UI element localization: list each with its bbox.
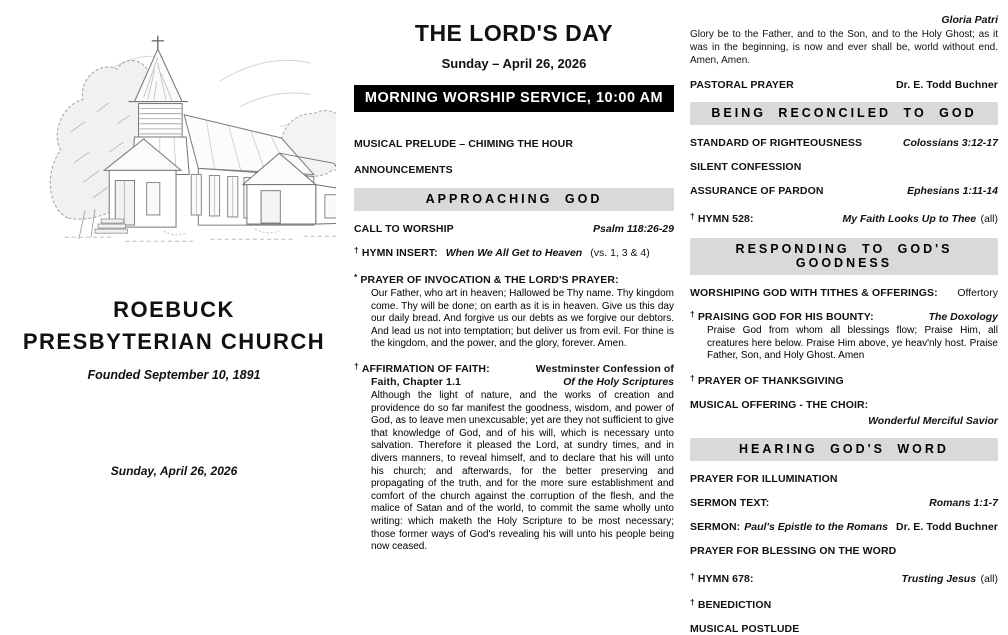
hymn-528-title-wrap [842, 209, 998, 227]
page-subtitle: Sunday – April 26, 2026 [441, 56, 587, 71]
stand-marker: † [690, 211, 695, 221]
right-column [680, 0, 1008, 635]
silent-confession-label: SILENT CONFESSION [690, 161, 802, 173]
sermon-text-ref: Romans 1:1-7 [929, 496, 998, 509]
pastoral-prayer-row [690, 79, 998, 91]
section-heading-approaching-god: APPROACHING GOD [354, 188, 674, 211]
sermon-title: Paul's Epistle to the Romans [744, 520, 888, 533]
affirmation-row2 [354, 376, 674, 388]
stand-marker: † [690, 596, 695, 607]
standard-ref: Colossians 3:12-17 [902, 137, 998, 149]
musical-prelude: MUSICAL PRELUDE – CHIMING THE HOUR [354, 138, 574, 150]
gloria-patri-text: Glory be to the Father, and to the Son, and to the Holy Ghost; as it was in the beginning, is now and ever shall be, world without end. Amen, Amen. [690, 29, 998, 66]
invocation-label: * PRAYER OF INVOCATION & THE LORD'S PRAYER: [354, 272, 619, 286]
announcements: ANNOUNCEMENTS [354, 164, 453, 176]
hymn-678-title-wrap [902, 569, 998, 587]
hymn-678-row [690, 569, 998, 587]
church-name-line2: PRESBYTERIAN CHURCH [22, 328, 326, 354]
call-to-worship-row [354, 223, 674, 235]
call-to-worship-label: CALL TO WORSHIP [354, 223, 454, 235]
service-banner: MORNING WORSHIP SERVICE, 10:00 AM [354, 85, 674, 112]
thanksgiving-label: † PRAYER OF THANKSGIVING [690, 372, 844, 387]
hymn-528-note: (all) [980, 213, 998, 225]
tithes-row [690, 287, 998, 299]
affirmation-source-line2-left: Faith, Chapter 1.1 [371, 375, 461, 388]
stand-marker: † [354, 360, 359, 371]
tithes-label: WORSHIPING GOD WITH TITHES & OFFERINGS: [690, 287, 938, 299]
postlude-label: MUSICAL POSTLUDE [690, 622, 800, 635]
stand-marker: † [690, 372, 695, 383]
assurance-ref: Ephesians 1:11-14 [907, 185, 998, 197]
church-sketch-drawing [12, 10, 336, 266]
hymn-insert-row [354, 247, 674, 259]
hymn-insert-title: When We All Get to Heaven [445, 247, 583, 259]
center-column [348, 0, 680, 612]
stand-marker: † [690, 309, 695, 319]
hymn-528-row [690, 209, 998, 227]
stand-marker: * [354, 272, 358, 282]
illumination-label: PRAYER FOR ILLUMINATION [690, 472, 838, 485]
cover-date: Sunday, April 26, 2026 [110, 463, 238, 478]
praising-row [690, 311, 998, 323]
pastoral-prayer-name: Dr. E. Todd Buchner [895, 79, 998, 91]
assurance-row [690, 185, 998, 197]
affirmation-source-line1: Westminster Confession of [535, 362, 674, 375]
hymn-678-note: (all) [980, 572, 998, 585]
section-heading-hearing: HEARING GOD'S WORD [690, 438, 998, 461]
standard-label: STANDARD OF RIGHTEOUSNESS [690, 137, 863, 149]
praising-label: † PRAISING GOD FOR HIS BOUNTY: [690, 309, 874, 323]
invocation-block [354, 274, 674, 351]
blessing-label: PRAYER FOR BLESSING ON THE WORD [690, 544, 897, 557]
doxology-text: Praise God from whom all blessings flow; Praise Him, all creatures here below. Praise Him above, ye heav'nly host. Praise Father, Son, and Holy Ghost. Amen [707, 325, 998, 362]
page-title: THE LORD'S DAY [414, 20, 614, 46]
call-to-worship-ref: Psalm 118:26-29 [593, 223, 674, 235]
praising-right: The Doxology [928, 311, 998, 323]
church-sketch [12, 10, 336, 266]
hymn-insert-verses: (vs. 1, 3 & 4) [590, 247, 650, 259]
tithes-right: Offertory [957, 287, 998, 299]
left-column [0, 0, 348, 612]
hymn-528-title: My Faith Looks Up to Thee [842, 213, 977, 225]
musical-offering-label: MUSICAL OFFERING - THE CHOIR: [690, 398, 869, 411]
affirmation-row1 [354, 360, 674, 375]
sermon-text-row [690, 497, 998, 509]
gloria-patri-title: Gloria Patri [941, 14, 998, 26]
benediction-label: † BENEDICTION [690, 596, 772, 611]
sermon-text-label: SERMON TEXT: [690, 496, 770, 509]
affirmation-text: Although the light of nature, and the works of creation and providence do so far manifest the goodness, wisdom, and power of God, as to leave men unexcusable; yet are they not sufficient to give that knowledge of God, and of his will, which is necessary unto salvation. Therefore it pleased the Lord, at sundry times, and in divers manners, to reveal himself, and to declare that his will unto his church; and afterwards, for the better preserving and propagating of the truth, and for the more sure establishment and comfort of the church against the corruption of the flesh, and the malice of Satan and of the world, to commit the same wholly unto writing: which maketh the Holy Scripture to be most necessary; those former ways of God's revealing his will unto his people being now ceased. [371, 389, 674, 553]
affirmation-block [354, 360, 674, 554]
praising-block [690, 311, 998, 363]
section-heading-being-reconciled: BEING RECONCILED TO GOD [690, 102, 998, 125]
sermon-preacher: Dr. E. Todd Buchner [895, 520, 998, 533]
church-name [8, 294, 340, 358]
pastoral-prayer-label: PASTORAL PRAYER [690, 79, 794, 91]
stand-marker: † [690, 570, 695, 581]
founded-text: Founded September 10, 1891 [87, 367, 261, 382]
section-heading-responding: RESPONDING TO GOD'S GOODNESS [690, 238, 998, 275]
hymn-528-label: † HYMN 528: [690, 211, 754, 225]
sermon-left [690, 521, 888, 533]
affirmation-label: † AFFIRMATION OF FAITH: [354, 360, 490, 375]
assurance-label: ASSURANCE OF PARDON [690, 185, 824, 197]
stand-marker: † [354, 245, 359, 255]
affirmation-source-line2-right: Of the Holy Scriptures [563, 375, 674, 388]
musical-offering-title: Wonderful Merciful Savior [868, 414, 998, 427]
hymn-678-title: Trusting Jesus [901, 572, 977, 585]
standard-row [690, 137, 998, 149]
lords-prayer-text: Our Father, who art in heaven; Hallowed be Thy name. Thy kingdom come. Thy will be done; on earth as it is in heaven. Give us this day our daily bread. And forgive us our debts as we forgive our debtors. And lead us not into temptation; but deliver us from evil. For thine is the kingdom, and the power, and the glory, forever. Amen. [371, 288, 674, 350]
hymn-678-label: † HYMN 678: [690, 570, 754, 585]
sermon-row [690, 521, 998, 533]
sermon-label: SERMON: [690, 520, 741, 533]
hymn-insert-label: † HYMN INSERT: [354, 245, 438, 259]
church-name-line1: ROEBUCK [113, 297, 235, 322]
